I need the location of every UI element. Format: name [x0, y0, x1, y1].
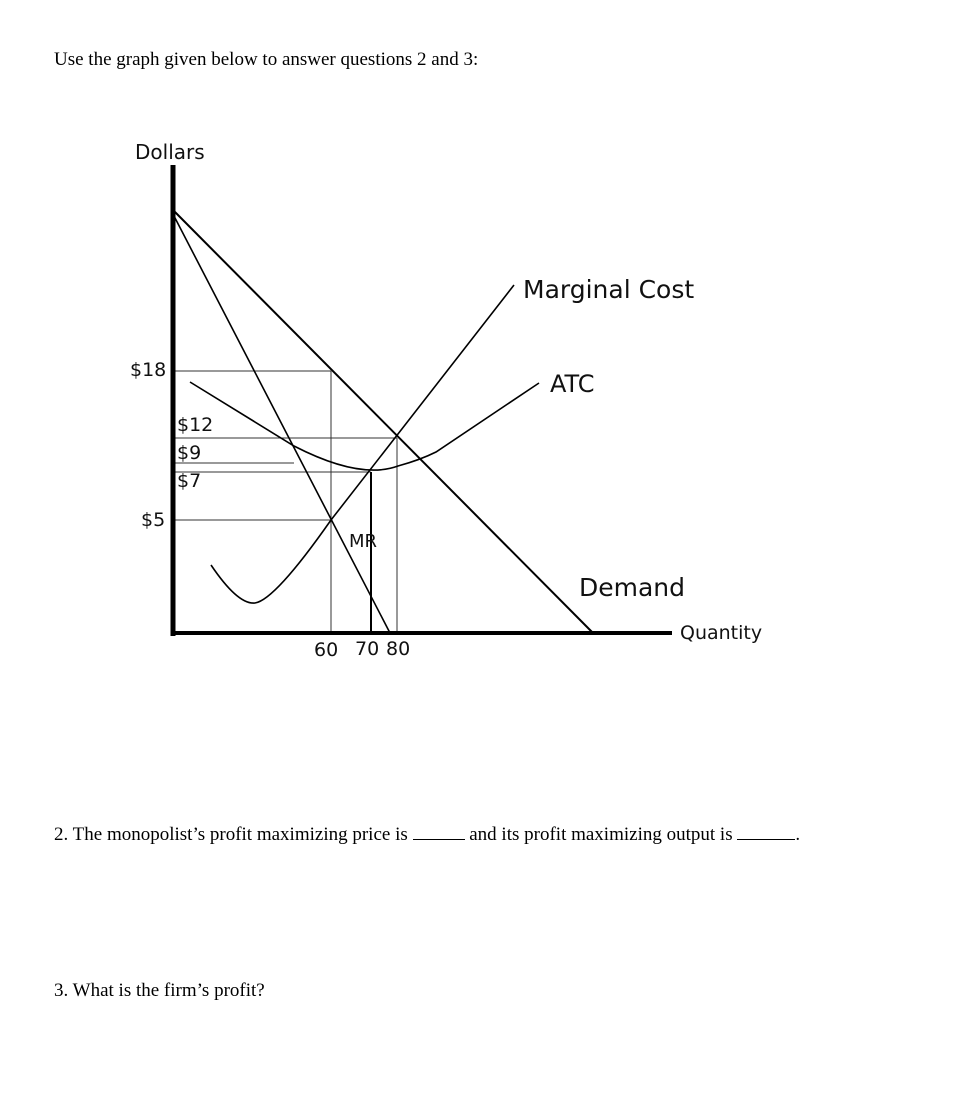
intro-text: Use the graph given below to answer questions 2 and 3: — [54, 49, 479, 70]
question-2 — [54, 824, 800, 846]
reference-lines — [174, 371, 397, 633]
question-2-text-middle: and its profit maximizing output is — [464, 824, 738, 845]
x-tick-label-60: 60 — [314, 639, 339, 661]
demand-label: Demand — [579, 573, 686, 602]
question-2-text-before: 2. The monopolist’s profit maximizing price is — [54, 824, 413, 845]
atc-label: ATC — [550, 370, 595, 398]
mr-label: MR — [349, 531, 378, 552]
y-tick-label-12: $12 — [177, 414, 214, 436]
y-axis-label: Dollars — [135, 140, 205, 164]
x-tick-label-80: 80 — [386, 638, 411, 660]
price-answer-blank[interactable] — [413, 825, 465, 840]
y-tick-label-18: $18 — [130, 359, 167, 381]
y-tick-label-7: $7 — [177, 470, 202, 492]
mc-curve — [211, 285, 514, 603]
mc-label: Marginal Cost — [523, 275, 695, 304]
x-axis-label: Quantity — [680, 622, 763, 644]
output-answer-blank[interactable] — [737, 825, 795, 840]
y-tick-label-5: $5 — [141, 509, 166, 531]
question-3: 3. What is the firm’s profit? — [54, 980, 265, 1001]
atc-curve — [190, 382, 539, 470]
question-2-text-after: . — [795, 824, 801, 845]
y-tick-label-9: $9 — [177, 442, 202, 464]
x-tick-label-70: 70 — [355, 638, 380, 660]
